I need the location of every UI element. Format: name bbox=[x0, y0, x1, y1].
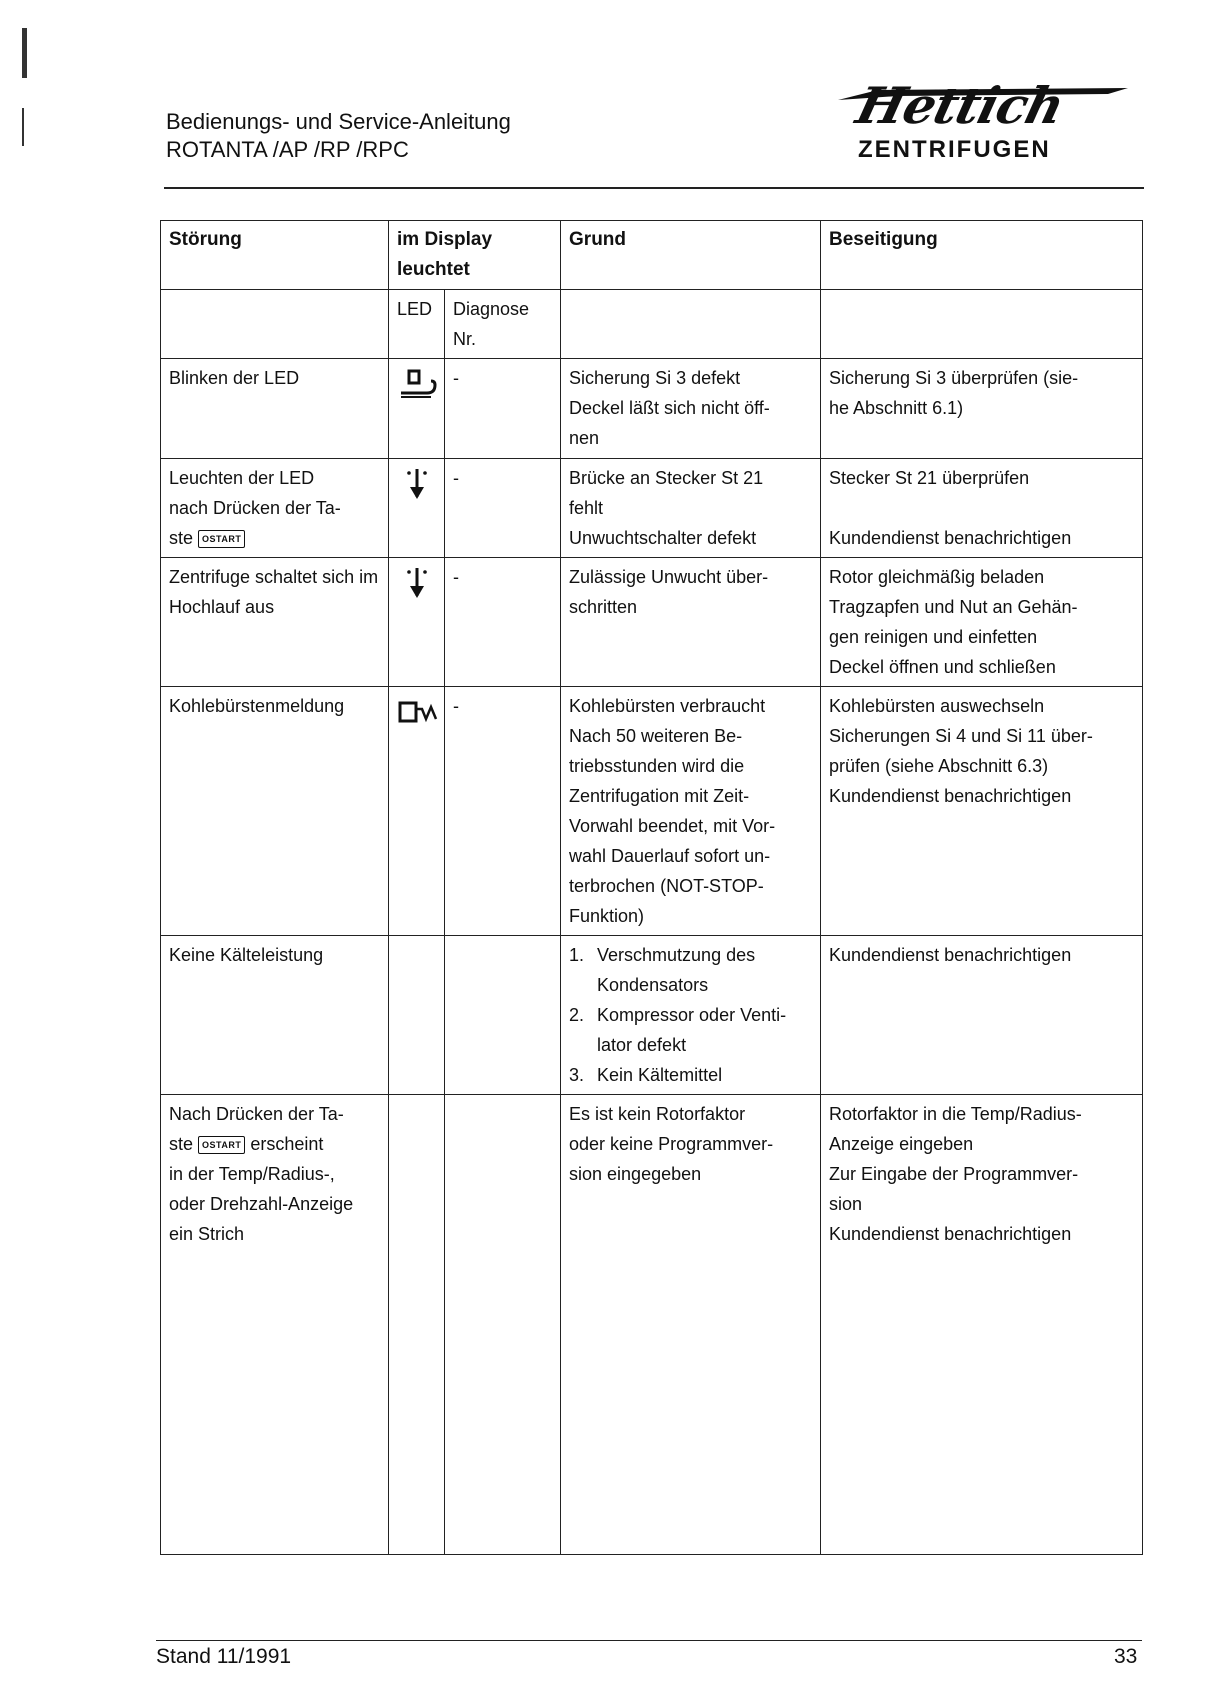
fault-cell bbox=[161, 1095, 389, 1555]
remedy-line: Kundendienst benachrichtigen bbox=[829, 1224, 1072, 1244]
remedy-line: he Abschnitt 6.1) bbox=[829, 398, 964, 418]
diag-cell: - bbox=[445, 359, 561, 459]
logo-subtitle: ZENTRIFUGEN bbox=[858, 136, 1051, 163]
header-model: ROTANTA /AP /RP /RPC bbox=[166, 137, 409, 162]
reason-line: Kohlebürsten verbraucht bbox=[569, 696, 766, 716]
fault-line: oder Drehzahl-Anzeige bbox=[169, 1194, 354, 1214]
reason-line: Brücke an Stecker St 21 bbox=[569, 468, 764, 488]
subheader-empty bbox=[561, 290, 821, 359]
led-cell bbox=[389, 558, 445, 687]
subheader-empty bbox=[161, 290, 389, 359]
reason-cell bbox=[561, 459, 821, 558]
reason-line: Es ist kein Rotorfaktor bbox=[569, 1104, 746, 1124]
table-row bbox=[161, 359, 1143, 459]
reason-line: Kondensators bbox=[597, 975, 709, 995]
table-row bbox=[161, 558, 1143, 687]
fault-line: erscheint bbox=[250, 1134, 324, 1154]
reason-line: sion eingegeben bbox=[569, 1164, 702, 1184]
remedy-line: Kohlebürsten auswechseln bbox=[829, 696, 1045, 716]
start-button-icon: OSTART bbox=[198, 530, 245, 548]
reason-line: Verschmutzung des bbox=[597, 945, 756, 965]
diag-cell bbox=[445, 936, 561, 1095]
remedy-line: Zur Eingabe der Programmver- bbox=[829, 1164, 1079, 1184]
footer-date: Stand 11/1991 bbox=[156, 1645, 292, 1668]
subheader-led: LED bbox=[389, 290, 445, 359]
table-subheader-row bbox=[161, 290, 1143, 359]
start-button-icon: OSTART bbox=[198, 1136, 245, 1154]
list-number: 1. bbox=[569, 945, 585, 965]
remedy-cell bbox=[821, 558, 1143, 687]
reason-list-item bbox=[569, 940, 812, 1000]
led-cell bbox=[389, 936, 445, 1095]
reason-line: nen bbox=[569, 428, 600, 448]
remedy-line: prüfen (siehe Abschnitt 6.3) bbox=[829, 756, 1049, 776]
fault-line: ein Strich bbox=[169, 1224, 245, 1244]
remedy-line: Rotor gleichmäßig beladen bbox=[829, 567, 1045, 587]
remedy-cell bbox=[821, 359, 1143, 459]
list-number: 3. bbox=[569, 1065, 585, 1085]
remedy-line: Stecker St 21 überprüfen bbox=[829, 468, 1030, 488]
header-rule bbox=[164, 187, 1144, 189]
reason-cell bbox=[561, 936, 821, 1095]
imbalance-arrow-icon bbox=[397, 467, 441, 501]
remedy-line: Kundendienst benachrichtigen bbox=[829, 786, 1072, 806]
reason-line: fehlt bbox=[569, 498, 604, 518]
reason-line: wahl Dauerlauf sofort un- bbox=[569, 846, 771, 866]
document-header bbox=[166, 108, 511, 164]
reason-line: Vorwahl beendet, mit Vor- bbox=[569, 816, 776, 836]
reason-line: Zulässige Unwucht über- bbox=[569, 567, 769, 587]
header-reason: Grund bbox=[561, 221, 821, 290]
table-header-row bbox=[161, 221, 1143, 290]
reason-line: Kompressor oder Venti- bbox=[597, 1005, 787, 1025]
header-fault: Störung bbox=[161, 221, 389, 290]
reason-line: Zentrifugation mit Zeit- bbox=[569, 786, 750, 806]
led-cell bbox=[389, 359, 445, 459]
reason-line: schritten bbox=[569, 597, 638, 617]
reason-line: triebsstunden wird die bbox=[569, 756, 745, 776]
fault-cell: Blinken der LED bbox=[161, 359, 389, 459]
reason-line: Kein Kältemittel bbox=[597, 1065, 723, 1085]
logo-brand: Hettich bbox=[850, 76, 1070, 135]
reason-cell bbox=[561, 359, 821, 459]
page-number: 33 bbox=[1114, 1645, 1138, 1668]
diag-cell bbox=[445, 1095, 561, 1555]
fault-line: Nach Drücken der Ta- bbox=[169, 1104, 344, 1124]
remedy-cell bbox=[821, 687, 1143, 936]
fault-cell bbox=[161, 459, 389, 558]
fault-line: ste bbox=[169, 1134, 194, 1154]
reason-line: Sicherung Si 3 defekt bbox=[569, 368, 741, 388]
imbalance-arrow-icon bbox=[397, 566, 441, 600]
carbon-brush-icon bbox=[397, 695, 441, 729]
led-cell bbox=[389, 687, 445, 936]
remedy-spacer bbox=[829, 493, 1134, 523]
remedy-line: Kundendienst benachrichtigen bbox=[829, 945, 1072, 965]
fault-line: in der Temp/Radius-, bbox=[169, 1164, 335, 1184]
remedy-cell bbox=[821, 936, 1143, 1095]
table-row bbox=[161, 1095, 1143, 1555]
remedy-line: Tragzapfen und Nut an Gehän- bbox=[829, 597, 1078, 617]
table-row bbox=[161, 459, 1143, 558]
reason-cell bbox=[561, 687, 821, 936]
remedy-line: sion bbox=[829, 1194, 863, 1214]
header-title: Bedienungs- und Service-Anleitung bbox=[166, 109, 511, 134]
remedy-cell bbox=[821, 459, 1143, 558]
remedy-line: gen reinigen und einfetten bbox=[829, 627, 1038, 647]
hettich-logo bbox=[838, 78, 1138, 168]
diag-cell: - bbox=[445, 558, 561, 687]
led-cell bbox=[389, 1095, 445, 1555]
table-row bbox=[161, 936, 1143, 1095]
diag-cell: - bbox=[445, 687, 561, 936]
troubleshooting-table bbox=[160, 220, 1143, 1555]
table-row bbox=[161, 687, 1143, 936]
header-remedy: Beseitigung bbox=[821, 221, 1143, 290]
reason-list-item bbox=[569, 1060, 812, 1090]
header-display: im Display leuchtet bbox=[389, 221, 561, 290]
scan-mark bbox=[22, 108, 24, 146]
remedy-line: Anzeige eingeben bbox=[829, 1134, 974, 1154]
footer-rule bbox=[156, 1640, 1142, 1641]
remedy-line: Rotorfaktor in die Temp/Radius- bbox=[829, 1104, 1082, 1124]
reason-line: terbrochen (NOT-STOP- bbox=[569, 876, 764, 896]
fault-line: ste bbox=[169, 528, 194, 548]
scan-mark bbox=[22, 28, 27, 78]
subheader-empty bbox=[821, 290, 1143, 359]
remedy-line: Deckel öffnen und schließen bbox=[829, 657, 1056, 677]
remedy-line: Kundendienst benachrichtigen bbox=[829, 528, 1072, 548]
reason-line: lator defekt bbox=[597, 1035, 687, 1055]
remedy-cell bbox=[821, 1095, 1143, 1555]
reason-line: Deckel läßt sich nicht öff- bbox=[569, 398, 770, 418]
diag-cell: - bbox=[445, 459, 561, 558]
list-number: 2. bbox=[569, 1005, 585, 1025]
reason-cell bbox=[561, 558, 821, 687]
reason-cell bbox=[561, 1095, 821, 1555]
fault-cell: Zentrifuge schaltet sich im Hochlauf aus bbox=[161, 558, 389, 687]
reason-line: Unwuchtschalter defekt bbox=[569, 528, 757, 548]
fault-cell: Kohlebürstenmeldung bbox=[161, 687, 389, 936]
lid-open-icon bbox=[397, 367, 441, 401]
reason-list-item bbox=[569, 1000, 812, 1060]
fault-line: Leuchten der LED bbox=[169, 468, 315, 488]
led-cell bbox=[389, 459, 445, 558]
reason-line: Funktion) bbox=[569, 906, 645, 926]
fault-line: nach Drücken der Ta- bbox=[169, 498, 341, 518]
reason-line: Nach 50 weiteren Be- bbox=[569, 726, 743, 746]
reason-line: oder keine Programmver- bbox=[569, 1134, 774, 1154]
remedy-line: Sicherung Si 3 überprüfen (sie- bbox=[829, 368, 1079, 388]
fault-cell: Keine Kälteleistung bbox=[161, 936, 389, 1095]
remedy-line: Sicherungen Si 4 und Si 11 über- bbox=[829, 726, 1093, 746]
subheader-diag: Diagnose Nr. bbox=[445, 290, 561, 359]
